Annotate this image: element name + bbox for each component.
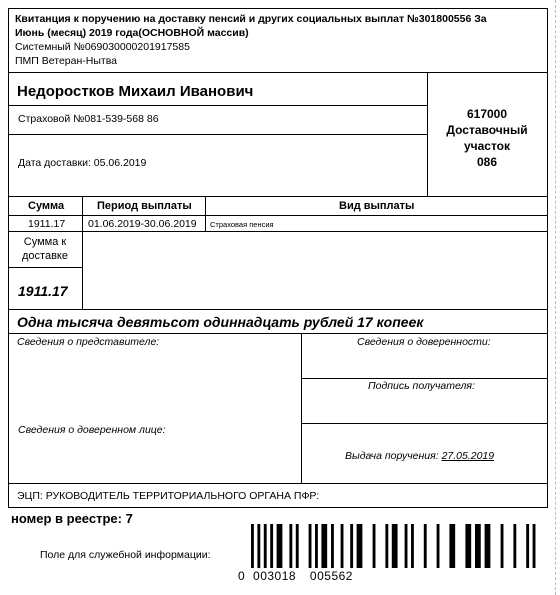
divider <box>8 483 548 484</box>
total-label-line2: доставке <box>22 250 68 262</box>
barcode-bar <box>385 524 388 568</box>
amount-in-words: Одна тысяча девятьсот одиннадцать рублей 17 копеек <box>17 314 424 330</box>
insurance-number: Страховой №081-539-568 86 <box>18 113 159 125</box>
delivery-date: Дата доставки: 05.06.2019 <box>18 157 147 169</box>
barcode-bar <box>289 524 292 568</box>
pmp-name: ПМП Ветеран-Нытва <box>15 55 117 67</box>
row-period: 01.06.2019-30.06.2019 <box>88 218 197 230</box>
barcode-bar <box>513 524 516 568</box>
barcode-bar <box>315 524 318 568</box>
barcode-bar <box>341 524 344 568</box>
issue-order-label: Выдача поручения: <box>345 450 439 462</box>
barcode-bar <box>392 524 398 568</box>
barcode-bar <box>257 524 260 568</box>
issue-order <box>345 451 494 462</box>
barcode-bar <box>277 524 283 568</box>
receipt-title-line1: Квитанция к поручению на доставку пенсий и других социальных выплат №301800556 За <box>15 13 487 25</box>
ecp-line: ЭЦП: РУКОВОДИТЕЛЬ ТЕРРИТОРИАЛЬНОГО ОРГАНА ПФР: <box>17 490 320 502</box>
barcode-bar <box>485 524 491 568</box>
power-of-attorney-info: Сведения о доверенности: <box>357 336 491 348</box>
divider <box>8 267 82 268</box>
receipt-title-line2: Июнь (месяц) 2019 года(ОСНОВНОЙ массив) <box>15 27 249 39</box>
barcode-bar <box>411 524 414 568</box>
district-number: 086 <box>476 155 498 169</box>
divider <box>8 215 548 216</box>
total-value: 1911.17 <box>18 283 68 299</box>
barcode-bar <box>331 524 334 568</box>
issue-order-date: 27.05.2019 <box>441 450 495 462</box>
divider <box>8 134 427 135</box>
registry-number: номер в реестре: 7 <box>11 511 133 526</box>
barcode-digits-last: 005562 <box>309 569 353 583</box>
barcode-bar <box>350 524 353 568</box>
col-header-type: Вид выплаты <box>339 200 415 212</box>
barcode-bar <box>321 524 327 568</box>
divider <box>82 196 83 309</box>
service-field-label: Поле для служебной информации: <box>40 549 211 561</box>
divider <box>8 196 548 197</box>
barcode-bar <box>437 524 440 568</box>
barcode-bar <box>449 524 455 568</box>
barcode-bar <box>373 524 376 568</box>
representative-info: Сведения о представителе: <box>17 336 160 348</box>
barcode-bar <box>526 524 529 568</box>
row-type: Страховая пенсия <box>210 220 274 229</box>
divider <box>301 333 302 483</box>
cut-line <box>555 0 556 595</box>
trusted-person-info: Сведения о доверенном лице: <box>18 424 166 436</box>
system-number: Системный №069030000201917585 <box>15 41 190 53</box>
recipient-signature: Подпись получателя: <box>368 380 475 392</box>
col-header-period: Период выплаты <box>97 200 192 212</box>
barcode-bar <box>405 524 408 568</box>
district-label-line1: Доставочный <box>446 123 528 137</box>
district-postcode: 617000 <box>466 107 508 121</box>
barcode-bar <box>251 524 254 568</box>
barcode-bar <box>501 524 504 568</box>
barcode-bar <box>309 524 312 568</box>
barcode-bar <box>424 524 427 568</box>
barcode-bar <box>270 524 273 568</box>
divider <box>8 105 427 106</box>
barcode-digits-middle: 003018 <box>253 569 297 583</box>
barcode-bar <box>533 524 536 568</box>
divider <box>8 333 548 334</box>
divider <box>8 231 548 232</box>
divider <box>8 72 548 73</box>
district-label-line2: участок <box>463 139 511 153</box>
total-label <box>9 235 81 263</box>
barcode <box>250 524 540 568</box>
barcode-bar <box>475 524 481 568</box>
barcode-bar <box>264 524 267 568</box>
recipient-name: Недоростков Михаил Иванович <box>17 83 254 100</box>
barcode-bar <box>296 524 299 568</box>
delivery-district <box>428 106 546 170</box>
barcode-bar <box>357 524 363 568</box>
barcode-bar <box>465 524 471 568</box>
divider <box>8 309 548 310</box>
row-sum: 1911.17 <box>28 218 66 230</box>
barcode-digit-first: 0 <box>238 569 246 583</box>
total-label-line1: Сумма к <box>23 236 67 248</box>
divider <box>205 196 206 231</box>
col-header-sum: Сумма <box>28 200 65 212</box>
divider <box>301 423 548 424</box>
barcode-digits <box>238 570 353 582</box>
divider <box>301 378 548 379</box>
